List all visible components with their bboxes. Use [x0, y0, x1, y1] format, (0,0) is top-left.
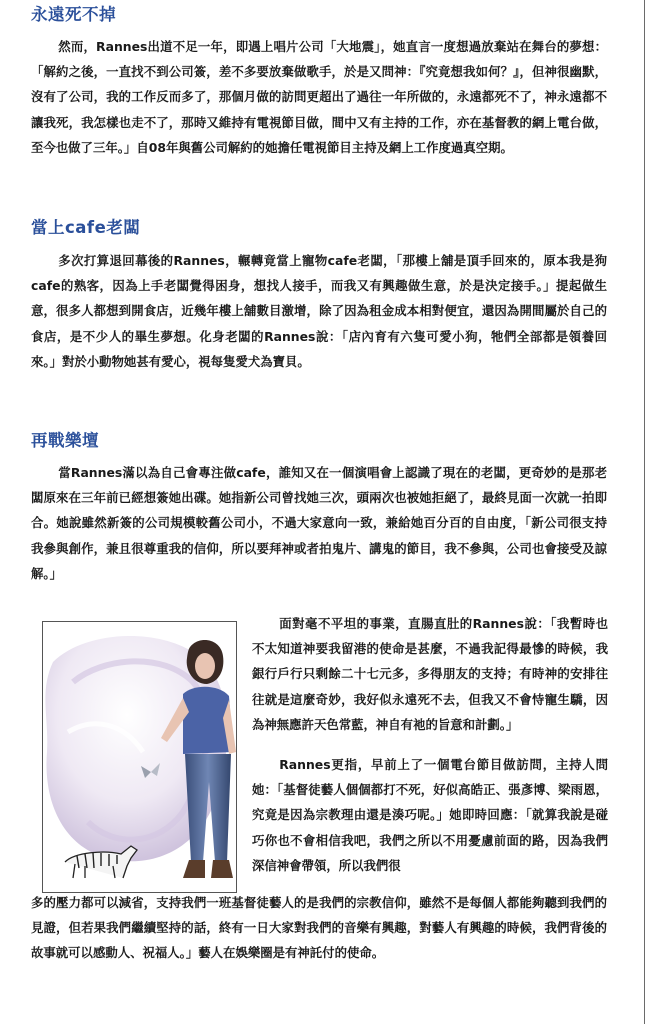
section-heading: 當上cafe老闆 [31, 218, 141, 237]
continued-text [31, 890, 607, 966]
section-heading: 永遠死不掉 [31, 5, 116, 24]
page-edge-rule [644, 0, 645, 1024]
section-body [31, 248, 607, 374]
paragraph: 面對毫不平坦的事業，直腸直肚的Rannes說：「我暫時也不太知道神要我留港的使命是甚麼，不過我記得最慘的時候，我銀行戶行只剩餘二十七元多，多得朋友的支持；有時神的安排往往就是這麼奇妙，我好似永遠死不去，但我又不會恃寵生驕，因為神無應許天色常藍，神自有祂的旨意和計劃。」 [252, 616, 608, 732]
section-body [31, 460, 607, 586]
artist-photo [42, 621, 237, 893]
photo-illustration [43, 622, 236, 892]
side-text [252, 611, 608, 878]
section-body [31, 34, 607, 160]
paragraph: Rannes更指，早前上了一個電台節目做訪問，主持人問她：「基督徒藝人個個都打不死，好似高皓正、張彥博、梁雨恩，究竟是因為宗教理由還是湊巧呢。」她即時回應：「就算我說是碰巧你也不會相信我吧，我們之所以不用憂慮前面的路，因為我們深信神會帶領，所以我們很 [252, 757, 608, 873]
paragraph: 多的壓力都可以減省，支持我們一班基督徒藝人的是我們的宗教信仰，雖然不是每個人都能夠聽到我們的見證，但若果我們繼續堅持的話，終有一日大家對我們的音樂有興趣，對藝人有興趣的時候，我們背後的故事就可以感動人、祝福人。」藝人在娛樂圈是有神託付的使命。 [31, 895, 607, 961]
section-heading: 再戰樂壇 [31, 431, 99, 450]
paragraph: 然而，Rannes出道不足一年，即遇上唱片公司「大地震」，她直言一度想過放棄站在舞台的夢想：「解約之後，一直找不到公司簽，差不多要放棄做歌手，於是又問神：『究竟想我如何？』，但神很幽默，沒有了公司，我的工作反而多了，那個月做的訪問更超出了過往一年所做的，永遠都死不了，神永遠都不讓我死，我怎樣也走不了，那時又維持有電視節目做，間中又有主持的工作，亦在基督教的網上電台做，至今也做了三年。」自08年與舊公司解約的她擔任電視節目主持及網上工作度過真空期。 [31, 39, 607, 155]
paragraph: 當Rannes滿以為自己會專注做cafe，誰知又在一個演唱會上認識了現在的老闆，更奇妙的是那老闆原來在三年前已經想簽她出碟。她指新公司曾找她三次，頭兩次也被她拒絕了，最終見面一次就一拍即合。她說雖然新簽的公司規模較舊公司小，不過大家意向一致，兼給她百分百的自由度，「新公司很支持我參與創作，兼且很尊重我的信仰，所以要拜神或者拍鬼片、講鬼的節目，我不參與，公司也會接受及諒解。」 [31, 465, 607, 581]
paragraph: 多次打算退回幕後的Rannes，輾轉竟當上寵物cafe老闆，「那樓上舖是頂手回來的，原本我是狗cafe的熟客，因為上手老闆覺得困身，想找人接手，而我又有興趣做生意，於是決定接手。」提起做生意，很多人都想到開食店，近幾年樓上舖數目激增，除了因為租金成本相對便宜，還因為開間屬於自己的食店，是不少人的畢生夢想。化身老闆的Rannes說：「店內育有六隻可愛小狗，牠們全部都是領養回來。」對於小動物她甚有愛心，視每隻愛犬為寶貝。 [31, 253, 607, 369]
